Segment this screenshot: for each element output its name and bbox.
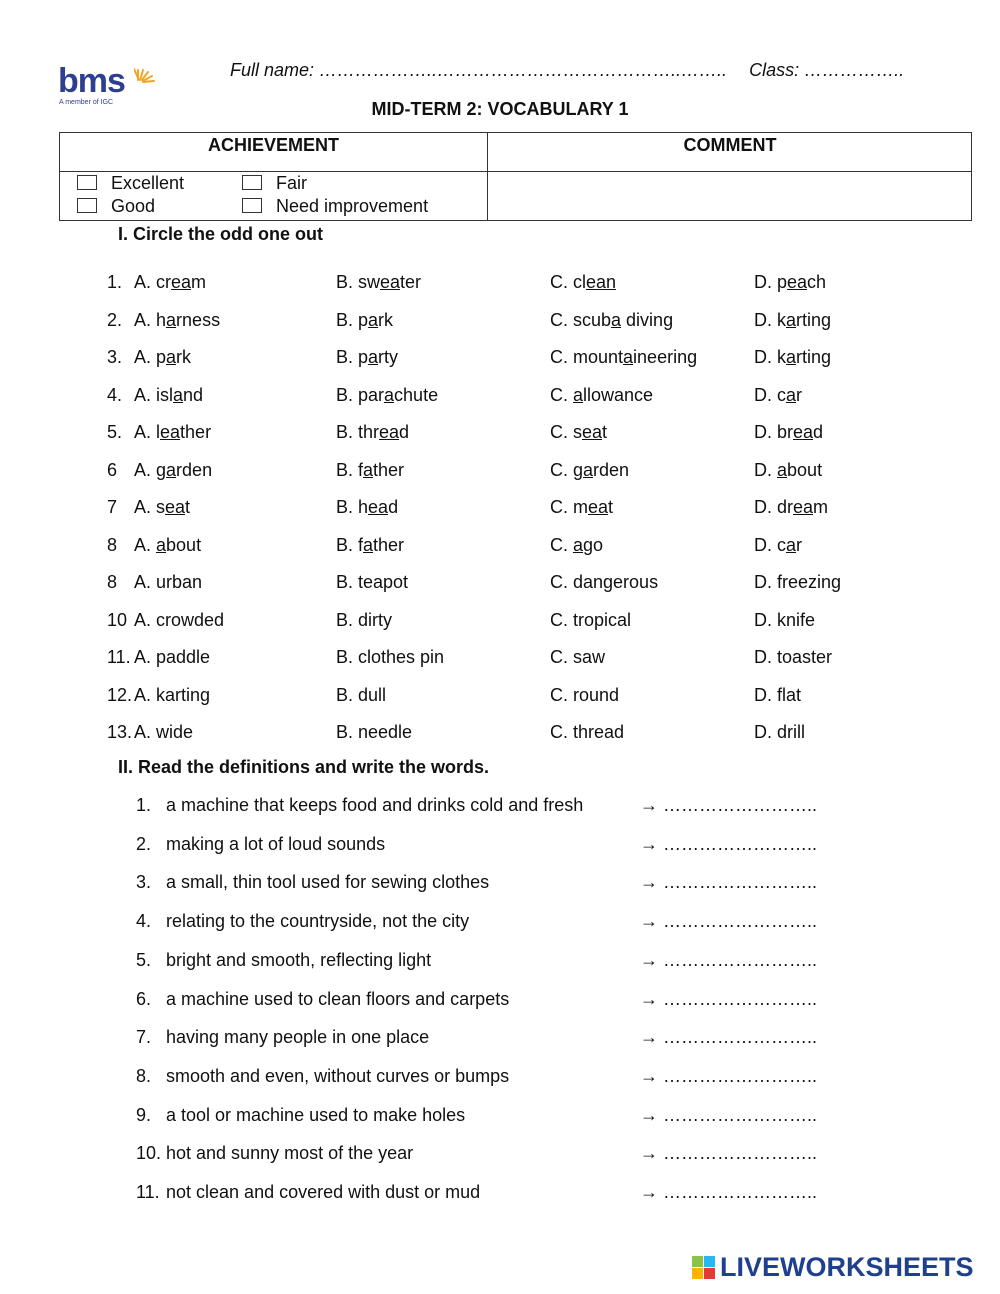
option-b[interactable]: B. teapot	[336, 572, 409, 592]
option-b[interactable]: B. dirty	[336, 609, 393, 630]
definition-text: a tool or machine used to make holes	[166, 1104, 466, 1125]
option-b[interactable]: B. park	[336, 309, 394, 330]
underlined-sound: a	[611, 309, 622, 330]
option-a[interactable]: A. leather	[134, 422, 212, 442]
definition-number: 6.	[136, 988, 152, 1009]
option-c[interactable]: C. saw	[550, 647, 606, 667]
option-c[interactable]: C. scuba diving	[550, 309, 674, 330]
option-a[interactable]: A. paddle	[134, 647, 211, 667]
option-a[interactable]: A. cream	[134, 272, 207, 292]
liveworksheets-logo-icon	[692, 1256, 716, 1282]
underlined-sound: ea	[368, 497, 389, 517]
definition-row	[0, 795, 1000, 825]
definition-number: 3.	[136, 872, 152, 893]
achievement-header: ACHIEVEMENT	[207, 135, 339, 155]
underlined-sound: a	[368, 309, 379, 330]
definition-row	[0, 950, 1000, 980]
definition-text: relating to the countryside, not the city	[166, 911, 470, 932]
option-a[interactable]: A. karting	[134, 684, 211, 705]
answer-blank[interactable]: → ……………………..	[640, 988, 818, 1009]
underlined-sound: a	[786, 384, 797, 405]
option-a[interactable]: A. island	[134, 384, 204, 405]
option-c[interactable]: C. meat	[550, 497, 614, 517]
option-d[interactable]: D. flat	[754, 684, 802, 705]
definition-text: having many people in one place	[166, 1027, 430, 1048]
student-info-line	[230, 60, 904, 81]
underlined-sound: a	[363, 459, 374, 480]
definition-number: 4.	[136, 911, 152, 932]
question-number: 5.	[107, 422, 123, 442]
question-number: 11.	[107, 647, 131, 667]
underlined-sound: a	[368, 347, 379, 367]
underlined-sound: a	[583, 459, 594, 480]
definition-row	[0, 989, 1000, 1019]
question-number: 13.	[107, 722, 133, 742]
checkbox-icon[interactable]	[242, 175, 262, 190]
answer-blank[interactable]: → ……………………..	[640, 1065, 818, 1086]
question-number: 8	[107, 534, 118, 555]
question-row	[0, 347, 1000, 377]
underlined-sound: ea	[380, 272, 401, 292]
answer-blank[interactable]: → ……………………..	[640, 1182, 818, 1202]
definition-row	[0, 911, 1000, 941]
definition-number: 10.	[136, 1143, 162, 1164]
underlined-sound: ea	[582, 422, 603, 442]
definition-row	[0, 1143, 1000, 1173]
underlined-sound: a	[384, 384, 395, 405]
logo-tagline: A member of IGC	[59, 99, 114, 106]
underlined-sound: a	[786, 534, 797, 555]
option-c[interactable]: C. dangerous	[550, 572, 659, 592]
option-c[interactable]: C. mountaineering	[550, 347, 698, 367]
option-a[interactable]: A. about	[134, 534, 202, 555]
option-c[interactable]: C. round	[550, 684, 620, 705]
question-row	[0, 497, 1000, 527]
underlined-sound: ea	[793, 497, 814, 517]
option-d[interactable]: D. knife	[754, 609, 816, 630]
definition-text: a machine that keeps food and drinks cold and fresh	[166, 795, 584, 815]
underlined-sound: ea	[171, 272, 192, 292]
definition-text: hot and sunny most of the year	[166, 1143, 414, 1164]
question-row	[0, 310, 1000, 340]
definition-number: 5.	[136, 949, 152, 970]
underlined-sound: ean	[586, 272, 617, 292]
option-b[interactable]: B. sweater	[336, 272, 422, 292]
underlined-sound: a	[173, 384, 184, 405]
definition-text: making a lot of loud sounds	[166, 833, 386, 854]
option-a[interactable]: A. crowded	[134, 609, 225, 630]
question-number: 12.	[107, 684, 133, 705]
definition-text: bright and smooth, reflecting light	[166, 949, 432, 970]
option-b[interactable]: B. thread	[336, 422, 410, 442]
underlined-sound: a	[786, 347, 797, 367]
definition-number: 1.	[136, 795, 152, 815]
underlined-sound: a	[363, 534, 374, 555]
underlined-sound: ea	[160, 422, 181, 442]
answer-blank[interactable]: → ……………………..	[640, 833, 818, 854]
definition-row	[0, 834, 1000, 864]
question-number: 7	[107, 497, 118, 517]
option-d[interactable]: D. drill	[754, 722, 806, 742]
answer-blank[interactable]: → ……………………..	[640, 1143, 818, 1164]
definition-row	[0, 1105, 1000, 1135]
underlined-sound: a	[573, 534, 584, 555]
comment-header: COMMENT	[683, 135, 777, 155]
definition-row	[0, 872, 1000, 902]
option-b[interactable]: B. parachute	[336, 384, 439, 405]
question-row	[0, 572, 1000, 602]
full-name-field[interactable]: Full name: ………………..…………………………………..……..	[230, 60, 728, 80]
definition-number: 11.	[136, 1182, 160, 1202]
definition-number: 7.	[136, 1027, 152, 1048]
option-b[interactable]: B. needle	[336, 722, 413, 742]
question-number: 8	[107, 572, 118, 592]
definition-row	[0, 1066, 1000, 1096]
exercise1-title: I. Circle the odd one out	[118, 224, 324, 244]
option-c[interactable]: C. ago	[550, 534, 604, 555]
option-d[interactable]: D. freezing	[754, 572, 842, 592]
option-c[interactable]: C. clean	[550, 272, 617, 292]
definition-text: a machine used to clean floors and carpets	[166, 988, 510, 1009]
page-title: MID-TERM 2: VOCABULARY 1	[371, 99, 629, 119]
option-d[interactable]: D. karting	[754, 347, 832, 367]
checkbox-icon[interactable]	[77, 175, 97, 190]
question-row	[0, 722, 1000, 752]
liveworksheets-footer	[692, 1254, 992, 1284]
option-a[interactable]: A. park	[134, 347, 192, 367]
option-c[interactable]: C. thread	[550, 722, 625, 742]
underlined-sound: a	[166, 309, 177, 330]
answer-blank[interactable]: → ……………………..	[640, 911, 818, 932]
question-row	[0, 647, 1000, 677]
option-a[interactable]: A. urban	[134, 572, 203, 592]
underlined-sound: a	[777, 459, 788, 480]
underlined-sound: ea	[787, 272, 808, 292]
definition-row	[0, 1027, 1000, 1057]
achievement-table	[59, 132, 972, 221]
definition-text: not clean and covered with dust or mud	[166, 1182, 481, 1202]
question-number: 2.	[107, 309, 123, 330]
option-b[interactable]: B. party	[336, 347, 399, 367]
answer-blank[interactable]: → ……………………..	[640, 1027, 818, 1048]
question-number: 4.	[107, 384, 123, 405]
option-a[interactable]: A. garden	[134, 459, 213, 480]
underlined-sound: ea	[379, 422, 400, 442]
definition-text: smooth and even, without curves or bumps	[166, 1065, 510, 1086]
definition-number: 2.	[136, 833, 152, 854]
definition-row	[0, 1182, 1000, 1212]
question-row	[0, 460, 1000, 490]
checkbox-icon[interactable]	[242, 198, 262, 213]
checkbox-need-improvement[interactable]: Need improvement	[242, 196, 428, 217]
option-d[interactable]: D. bread	[754, 422, 824, 442]
question-number: 3.	[107, 347, 123, 367]
question-row	[0, 272, 1000, 302]
question-row	[0, 422, 1000, 452]
option-b[interactable]: B. head	[336, 497, 399, 517]
option-d[interactable]: D. car	[754, 534, 803, 555]
option-b[interactable]: B. father	[336, 534, 405, 555]
option-d[interactable]: D. karting	[754, 309, 832, 330]
question-number: 6	[107, 459, 118, 480]
sun-icon	[134, 58, 160, 84]
option-d[interactable]: D. dream	[754, 497, 829, 517]
underlined-sound: a	[166, 347, 177, 367]
underlined-sound: a	[166, 459, 177, 480]
question-row	[0, 685, 1000, 715]
answer-blank[interactable]: → ……………………..	[640, 949, 818, 970]
option-c[interactable]: C. seat	[550, 422, 608, 442]
option-b[interactable]: B. clothes pin	[336, 647, 445, 667]
exercise2-title: II. Read the definitions and write the words.	[118, 757, 490, 777]
underlined-sound: ea	[793, 422, 814, 442]
option-a[interactable]: A. seat	[134, 497, 191, 517]
comment-box[interactable]	[488, 172, 972, 221]
checkbox-icon[interactable]	[77, 198, 97, 213]
checkbox-good[interactable]: Good	[77, 196, 155, 217]
underlined-sound: ea	[165, 497, 186, 517]
definition-number: 8.	[136, 1065, 152, 1086]
option-a[interactable]: A. wide	[134, 722, 194, 742]
underlined-sound: a	[156, 534, 167, 555]
underlined-sound: a	[623, 347, 634, 367]
question-row	[0, 385, 1000, 415]
answer-blank[interactable]: → ……………………..	[640, 795, 818, 815]
option-d[interactable]: D. car	[754, 384, 803, 405]
checkbox-excellent[interactable]: Excellent	[77, 173, 184, 194]
underlined-sound: a	[573, 384, 584, 405]
question-number: 1.	[107, 272, 123, 292]
underlined-sound: ea	[588, 497, 609, 517]
question-row	[0, 535, 1000, 565]
checkbox-fair[interactable]: Fair	[242, 173, 307, 194]
footer-brand: LIVEWORKSHEETS	[720, 1252, 974, 1282]
option-d[interactable]: D. peach	[754, 272, 827, 292]
underlined-sound: a	[786, 309, 797, 330]
definition-text: a small, thin tool used for sewing clothes	[166, 872, 490, 893]
question-number: 10	[107, 609, 128, 630]
option-c[interactable]: C. garden	[550, 459, 630, 480]
answer-blank[interactable]: → ……………………..	[640, 872, 818, 893]
definition-number: 9.	[136, 1104, 152, 1125]
option-a[interactable]: A. harness	[134, 309, 221, 330]
option-d[interactable]: D. about	[754, 459, 823, 480]
option-b[interactable]: B. father	[336, 459, 405, 480]
answer-blank[interactable]: → ……………………..	[640, 1104, 818, 1125]
option-c[interactable]: C. allowance	[550, 384, 654, 405]
option-d[interactable]: D. toaster	[754, 647, 833, 667]
class-field[interactable]: Class: ……………..	[749, 60, 905, 80]
option-b[interactable]: B. dull	[336, 684, 387, 705]
logo-wordmark: bms	[58, 62, 125, 100]
question-row	[0, 610, 1000, 640]
option-c[interactable]: C. tropical	[550, 609, 632, 630]
